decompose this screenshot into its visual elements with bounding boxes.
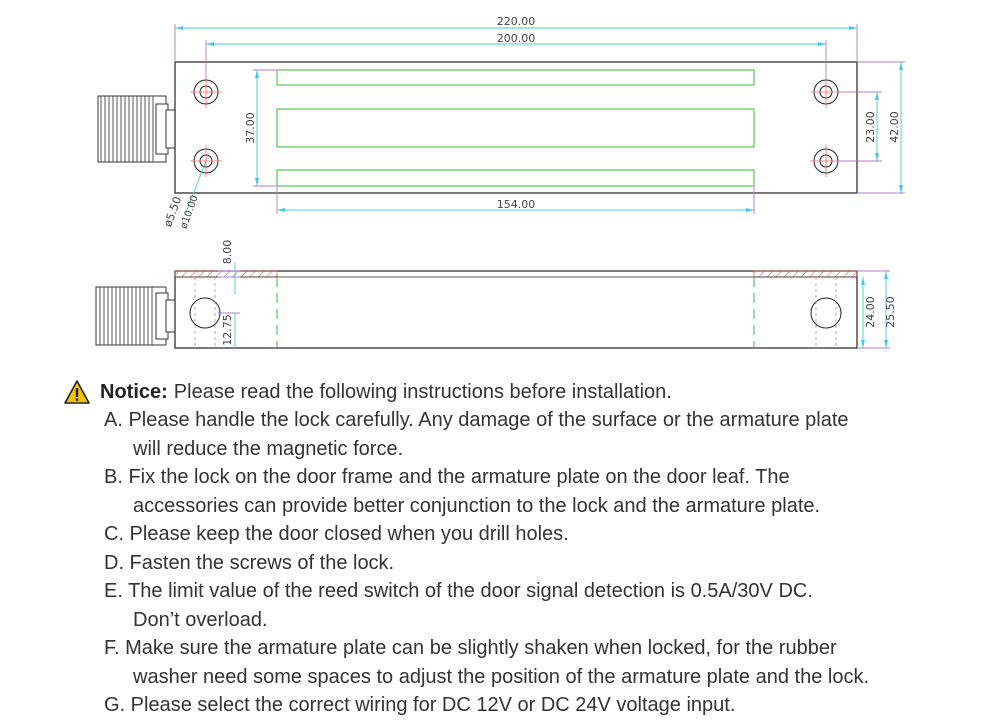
dim-hole-vertical-spacing: 23.00: [864, 111, 877, 143]
dim-hole-spacing: 200.00: [496, 32, 536, 45]
notice-item-b: B. Fix the lock on the door frame and the armature plate on the door leaf. The accessories can provide better conjunction to the lock and the armature plate.: [104, 466, 821, 517]
side-hole-left: [190, 298, 220, 328]
cable-connector-top: [98, 96, 175, 162]
notice-item-e: E. The limit value of the reed switch of the door signal detection is 0.5A/30V DC. Don’t overload.: [104, 580, 813, 631]
warning-triangle-icon: [64, 379, 90, 405]
dim-inner-height: 37.00: [244, 112, 257, 144]
notice-item-d: D. Fasten the screws of the lock.: [104, 551, 395, 574]
dim-side-hole-offset: 12.75: [221, 314, 234, 346]
notice-title: Notice:: [100, 381, 168, 403]
notice-item-c: C. Please keep the door closed when you drill holes.: [104, 523, 569, 545]
notice-item-f: F. Make sure the armature plate can be slightly shaken when locked, for the rubber washer need some spaces to adjust the position of the armature plate and the lock.: [104, 637, 869, 688]
hatch-right: [754, 271, 857, 277]
notice-intro: Please read the following instructions before installation.: [173, 381, 672, 403]
notice-header: [64, 378, 984, 406]
dim-hole-small-dia: ø5.50: [161, 194, 185, 229]
dim-hole-large-dia: ø10.00: [178, 193, 201, 231]
installation-notice: [64, 378, 984, 720]
side-hole-right: [811, 298, 841, 328]
dim-side-top-offset: 8.00: [221, 239, 234, 265]
cable-connector-side: [96, 287, 175, 345]
dim-total-length: 220.00: [496, 15, 536, 28]
notice-item-g: G. Please select the correct wiring for DC 12V or DC 24V voltage input.: [104, 694, 736, 716]
dim-slot-length: 154.00: [496, 198, 536, 211]
notice-item-a: A. Please handle the lock carefully. Any damage of the surface or the armature plate will reduce the magnetic force.: [104, 409, 849, 460]
dim-total-height: 42.00: [888, 111, 901, 143]
hatch-left: [175, 271, 277, 277]
notice-list: [64, 406, 984, 720]
dim-side-inner-height: 24.00: [864, 296, 877, 328]
dim-side-total-height: 25.50: [884, 296, 897, 328]
